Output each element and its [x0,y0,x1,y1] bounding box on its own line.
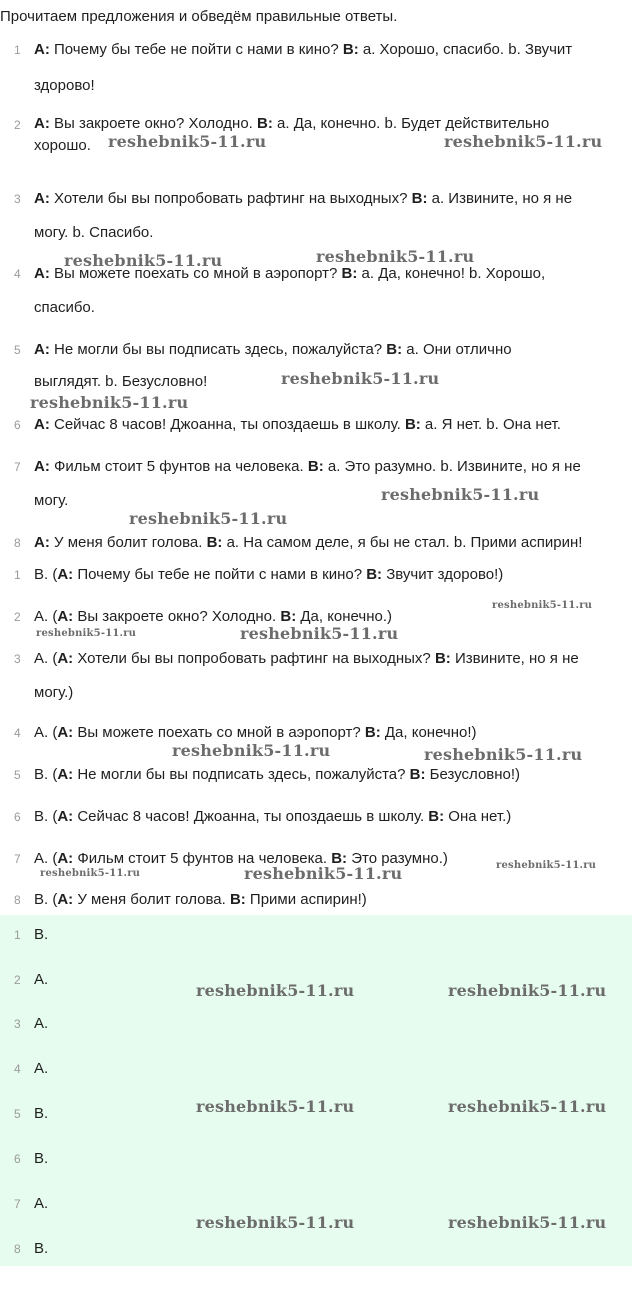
watermark: reshebnik5-11.ru [448,1097,607,1116]
question-text: A: Вы можете поехать со мной в аэропорт? B: a. Да, конечно! b. Хорошо, спасибо. [34,265,546,316]
watermark: reshebnik5-11.ru [492,600,593,611]
item-number: 1 [14,928,21,942]
item-number: 5 [14,768,21,782]
watermark: reshebnik5-11.ru [129,509,288,528]
item-number: 7 [14,852,21,866]
item-number: 7 [14,460,21,474]
question-text: A: Почему бы тебе не пойти с нами в кино? B: a. Хорошо, спасибо. b. Звучит здорово! [34,41,573,94]
watermark: reshebnik5-11.ru [40,868,141,879]
item-number: 2 [14,118,21,132]
question-text: A: Сейчас 8 часов! Джоанна, ты опоздаешь в школу. B: a. Я нет. b. Она нет. [34,416,561,433]
question-text: A: Не могли бы вы подписать здесь, пожалуйста? B: a. Они отлично выглядят. b. Безусловно! [34,341,512,390]
answer-text: A. (A: Вы можете поехать со мной в аэропорт? B: Да, конечно!) [34,724,477,741]
watermark: reshebnik5-11.ru [30,393,189,412]
short-answer-text: A. [34,1195,49,1212]
item-number: 4 [14,267,21,281]
item-number: 6 [14,810,21,824]
watermark: reshebnik5-11.ru [172,741,331,760]
short-answer-text: A. [34,1060,49,1077]
item-number: 3 [14,1017,21,1031]
watermark: reshebnik5-11.ru [196,1097,355,1116]
watermark: reshebnik5-11.ru [108,132,267,151]
watermark: reshebnik5-11.ru [281,369,440,388]
item-number: 3 [14,652,21,666]
item-number: 6 [14,1152,21,1166]
watermark: reshebnik5-11.ru [196,981,355,1000]
item-number: 5 [14,343,21,357]
answer-text: A. (A: Вы закроете окно? Холодно. B: Да, конечно.) [34,608,392,625]
item-number: 4 [14,1062,21,1076]
watermark: reshebnik5-11.ru [496,860,597,871]
watermark: reshebnik5-11.ru [448,981,607,1000]
answer-text: B. (A: Сейчас 8 часов! Джоанна, ты опоздаешь в школу. B: Она нет.) [34,808,512,825]
item-number: 7 [14,1197,21,1211]
item-number: 8 [14,893,21,907]
watermark: reshebnik5-11.ru [424,745,583,764]
item-number: 1 [14,43,21,57]
watermark: reshebnik5-11.ru [196,1213,355,1232]
watermark: reshebnik5-11.ru [36,628,137,639]
short-answer-text: B. [34,1150,49,1167]
short-answer-text: B. [34,1105,49,1122]
item-number: 3 [14,192,21,206]
watermark: reshebnik5-11.ru [381,485,540,504]
question-text: A: Вы закроете окно? Холодно. B: a. Да, конечно. b. Будет действительно хорошо. [34,115,550,154]
question-text: A: Хотели бы вы попробовать рафтинг на выходных? B: a. Извините, но я не могу. b. Спасибо. [34,190,573,241]
item-number: 8 [14,1242,21,1256]
item-number: 2 [14,973,21,987]
watermark: reshebnik5-11.ru [244,864,403,883]
watermark: reshebnik5-11.ru [316,247,475,266]
item-number: 8 [14,536,21,550]
item-number: 5 [14,1107,21,1121]
item-number: 2 [14,610,21,624]
question-text: A: Фильм стоит 5 фунтов на человека. B: a. Это разумно. b. Извините, но я не могу. [34,458,581,509]
watermark: reshebnik5-11.ru [444,132,603,151]
item-number: 6 [14,418,21,432]
question-text: A: У меня болит голова. B: a. На самом деле, я бы не стал. b. Прими аспирин! [34,534,583,551]
intro-text: Прочитаем предложения и обведём правильные ответы. [0,8,398,25]
answer-text: B. (A: Почему бы тебе не пойти с нами в кино? B: Звучит здорово!) [34,566,504,583]
answer-text: A. (A: Фильм стоит 5 фунтов на человека. B: Это разумно.) [34,850,448,867]
answer-text: B. (A: Не могли бы вы подписать здесь, пожалуйста? B: Безусловно!) [34,766,521,783]
short-answer-text: A. [34,1015,49,1032]
watermark: reshebnik5-11.ru [448,1213,607,1232]
short-answer-text: B. [34,1240,49,1257]
watermark: reshebnik5-11.ru [240,624,399,643]
watermark: reshebnik5-11.ru [64,251,223,270]
short-answer-text: A. [34,971,49,988]
item-number: 1 [14,568,21,582]
short-answer-text: B. [34,926,49,943]
answer-text: B. (A: У меня болит голова. B: Прими аспирин!) [34,891,367,908]
item-number: 4 [14,726,21,740]
answer-text: A. (A: Хотели бы вы попробовать рафтинг на выходных? B: Извините, но я не могу.) [34,650,579,701]
